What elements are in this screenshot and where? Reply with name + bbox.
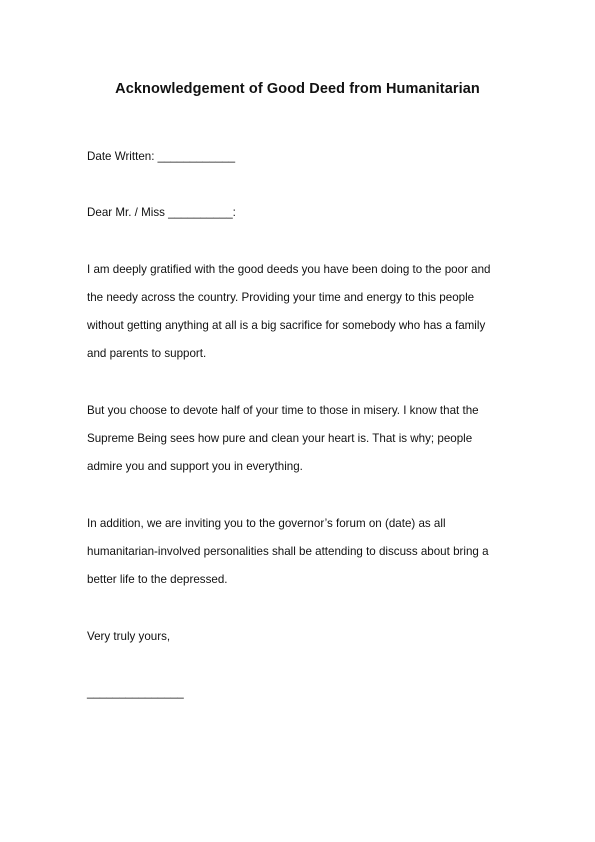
paragraph1-line-4: and parents to support. <box>87 347 207 360</box>
paragraph1-line-1: I am deeply gratified with the good deeds you have been doing to the poor and <box>87 263 491 276</box>
paragraph2-line-1: But you choose to devote half of your time to those in misery. I know that the <box>87 404 479 417</box>
salutation-line: Dear Mr. / Miss __________: <box>87 206 236 219</box>
signature-line: _______________ <box>87 686 184 699</box>
paragraph2-line-2: Supreme Being sees how pure and clean your heart is. That is why; people <box>87 432 473 445</box>
document-title: Acknowledgement of Good Deed from Humanitarian <box>115 81 480 97</box>
paragraph3-line-3: better life to the depressed. <box>87 573 228 586</box>
paragraph3-line-2: humanitarian-involved personalities shall be attending to discuss about bring a <box>87 545 489 558</box>
paragraph3-line-1: In addition, we are inviting you to the governor’s forum on (date) as all <box>87 517 446 530</box>
paragraph1-line-2: the needy across the country. Providing your time and energy to this people <box>87 291 475 304</box>
date-written-line: Date Written: ____________ <box>87 150 236 163</box>
closing-line: Very truly yours, <box>87 630 171 643</box>
paragraph1-line-3: without getting anything at all is a big sacrifice for somebody who has a family <box>87 319 486 332</box>
paragraph2-line-3: admire you and support you in everything. <box>87 460 303 473</box>
